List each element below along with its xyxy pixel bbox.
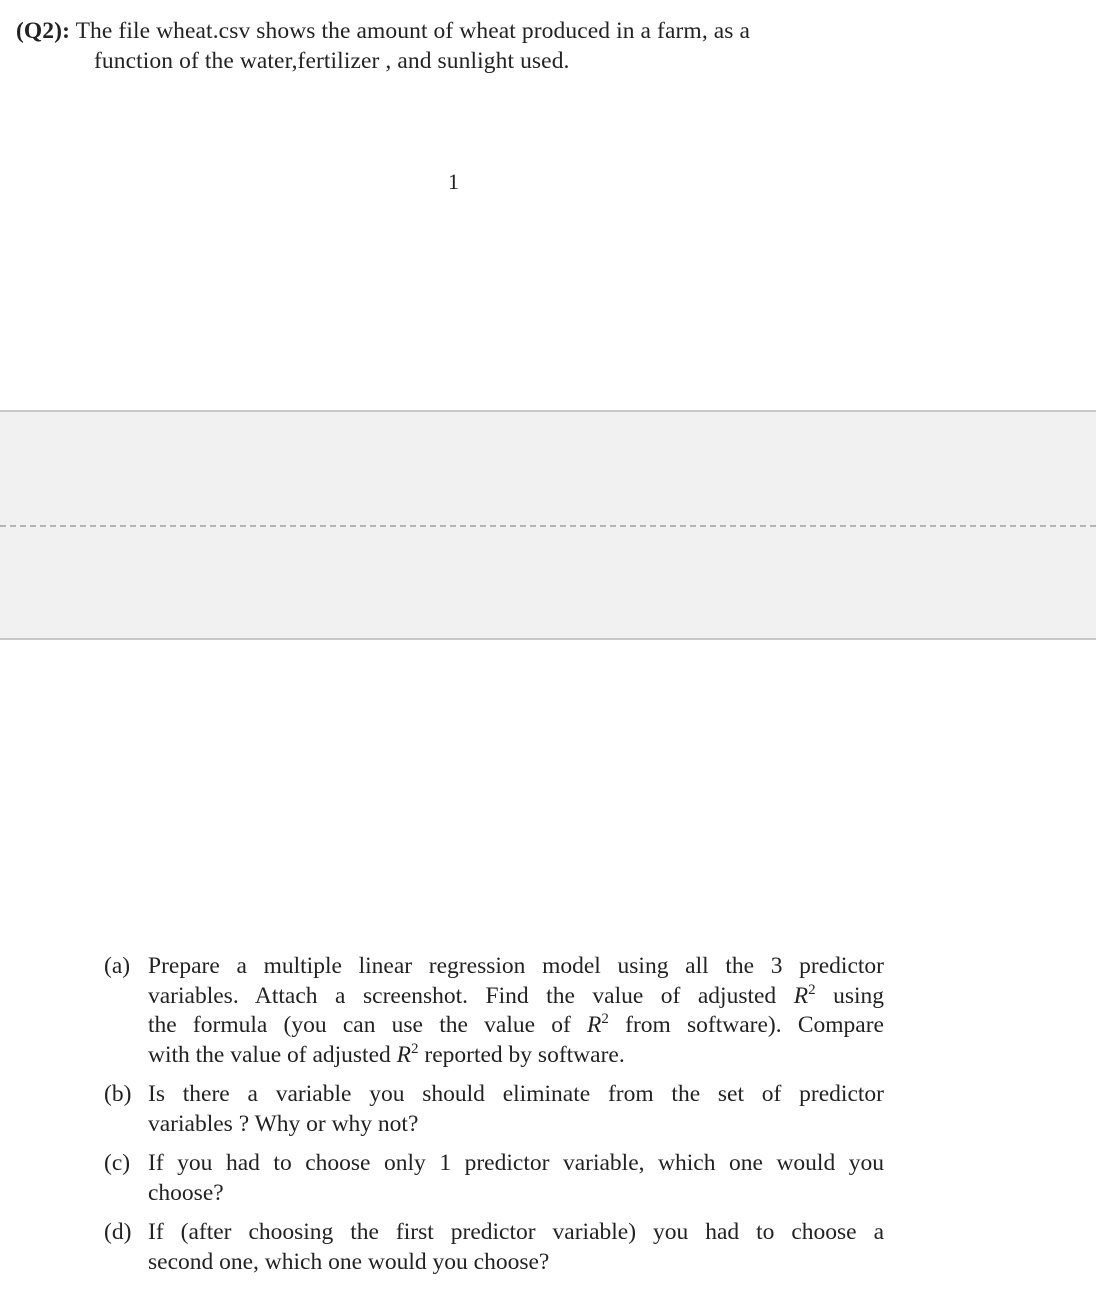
math-variable: R bbox=[587, 1012, 602, 1038]
math-exponent: 2 bbox=[601, 1011, 609, 1027]
text-segment: Prepare a multiple linear regression model using all the 3 predictor bbox=[148, 953, 884, 979]
text-segment: variables ? Why or why not? bbox=[148, 1110, 419, 1137]
part-c-line-1 bbox=[148, 1149, 884, 1179]
page-gap bbox=[0, 410, 1096, 640]
page-number: 1 bbox=[448, 169, 459, 194]
text-segment: with the value of adjusted bbox=[148, 1041, 397, 1068]
math-exponent: 2 bbox=[411, 1040, 419, 1057]
text-segment: second one, which one would you choose? bbox=[148, 1248, 550, 1275]
math-variable: R bbox=[396, 1041, 412, 1068]
question-label: (Q2): bbox=[16, 18, 71, 44]
text-segment: Is there a variable you should eliminate from the set of predictor bbox=[148, 1081, 884, 1107]
text-segment: If (after choosing the first predictor variable) you had to choose a bbox=[148, 1219, 884, 1245]
part-c-text bbox=[148, 1149, 884, 1208]
part-c-line-2 bbox=[148, 1179, 884, 1209]
part-d-line-1 bbox=[148, 1218, 884, 1248]
part-b-text bbox=[148, 1080, 884, 1139]
question-parts bbox=[100, 952, 884, 1287]
part-b bbox=[100, 1080, 884, 1139]
question-line-1 bbox=[16, 16, 886, 46]
math-variable: R bbox=[793, 982, 809, 1009]
page-1 bbox=[0, 0, 1096, 410]
part-a-line-4 bbox=[148, 1041, 884, 1071]
question-line-2 bbox=[16, 46, 886, 76]
part-a-line-1 bbox=[148, 952, 884, 982]
part-c-label: (c) bbox=[104, 1150, 131, 1176]
part-c bbox=[100, 1149, 884, 1208]
text-segment: If you had to choose only 1 predictor variable, which one would you bbox=[148, 1150, 884, 1176]
part-a-line-2 bbox=[148, 982, 884, 1012]
text-segment: from software). Compare bbox=[608, 1012, 884, 1038]
part-a-text bbox=[148, 952, 884, 1070]
part-b-line-1 bbox=[148, 1080, 884, 1110]
part-d-text bbox=[148, 1218, 884, 1277]
text-segment: the formula (you can use the value of bbox=[148, 1012, 588, 1038]
text-segment: variables. Attach a screenshot. Find the value of adjusted bbox=[148, 982, 794, 1009]
question-text-line-1: The file wheat.csv shows the amount of wheat produced in a farm, as a bbox=[75, 18, 751, 44]
text-segment: using bbox=[815, 982, 884, 1009]
question-text-line-2: function of the water,fertilizer , and sunlight used. bbox=[94, 48, 570, 74]
part-a-line-3 bbox=[148, 1011, 884, 1041]
part-d-label: (d) bbox=[104, 1219, 132, 1245]
part-b-line-2 bbox=[148, 1110, 884, 1140]
text-segment: choose? bbox=[148, 1179, 224, 1206]
math-exponent: 2 bbox=[808, 981, 816, 998]
part-d bbox=[100, 1218, 884, 1277]
part-a bbox=[100, 952, 884, 1070]
part-d-line-2 bbox=[148, 1248, 884, 1278]
page-break-line bbox=[0, 525, 1096, 527]
text-segment: reported by software. bbox=[418, 1041, 625, 1068]
part-a-label: (a) bbox=[104, 953, 131, 979]
part-b-label: (b) bbox=[104, 1081, 132, 1107]
question-heading bbox=[16, 16, 886, 76]
